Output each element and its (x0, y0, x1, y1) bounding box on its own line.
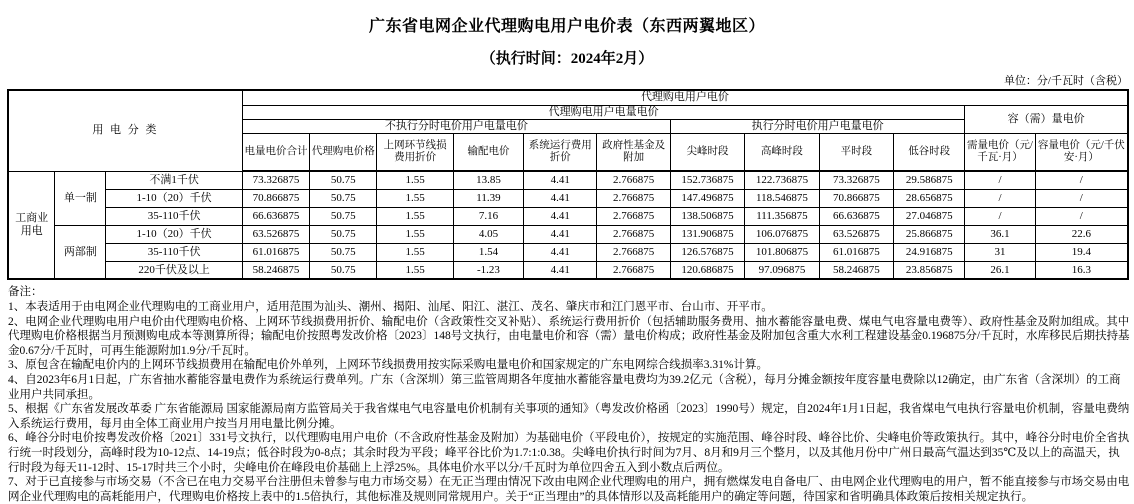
price-cell: 13.85 (453, 171, 523, 189)
price-cell: 1.55 (377, 171, 453, 189)
price-cell: 152.736875 (670, 171, 744, 189)
price-cell: 73.326875 (242, 171, 309, 189)
col-header-grid-line-loss: 上网环节线损费用折价 (377, 133, 453, 171)
col-header-energy-total: 电量电价合计 (242, 133, 309, 171)
price-cell: 2.766875 (597, 243, 670, 261)
price-cell: / (965, 207, 1035, 225)
header-agency-price: 代理购电用户电价 (242, 90, 1128, 105)
price-cell: 50.75 (310, 207, 377, 225)
price-cell: 131.906875 (670, 225, 744, 243)
price-cell: 7.16 (453, 207, 523, 225)
note-item-7: 7、对于已直接参与市场交易（不含已在电力交易平台注册但未曾参与电力市场交易）在无正当理由情况下改由电网企业代理购电的用户，拥有燃煤发电自备电厂、由电网企业代理购电的用户，暂不能直接参与市场交易由电网企业代理购电的高耗能用户，代理购电价格按上表中的1.5倍执行，其他标准及规则同常规用户。关于“正当理由”的具体情形以及高耗能用户的确定等问题，待国家和省明确具体政策后按相关规定执行。 (8, 476, 1130, 503)
table-row (8, 171, 1128, 189)
price-cell: 29.586875 (894, 171, 965, 189)
system-cell-two-part: 两部制 (55, 225, 106, 279)
table-row (8, 243, 1128, 261)
price-cell: 58.246875 (819, 261, 893, 279)
voltage-cell: 1-10（20）千伏 (106, 225, 243, 243)
price-cell: 61.016875 (819, 243, 893, 261)
price-cell: 50.75 (310, 225, 377, 243)
price-cell: 66.636875 (819, 207, 893, 225)
price-cell: 24.916875 (894, 243, 965, 261)
unit-note: 单位：分/千瓦时（含税） (1003, 75, 1128, 87)
price-cell: 2.766875 (597, 207, 670, 225)
price-cell: 50.75 (310, 171, 377, 189)
price-cell: 22.6 (1035, 225, 1128, 243)
price-cell: / (965, 189, 1035, 207)
price-cell: 25.866875 (894, 225, 965, 243)
price-cell: 1.55 (377, 189, 453, 207)
price-cell: 11.39 (453, 189, 523, 207)
page-title: 广东省电网企业代理购电用户电价表（东西两翼地区） (368, 18, 765, 35)
price-cell: 1.55 (377, 261, 453, 279)
note-item-2: 2、电网企业代理购电用户电价由代理购电价格、上网环节线损费用折价、输配电价（含政策性交叉补贴）、系统运行费用折价（包括辅助服务费用、抽水蓄能容量电费、煤电气电容量电费等）、政府性基金及附加组成。其中代理购电价格根据当月预测购电成本等测算所得；输配电价按照粤发改价格〔2023〕148号文执行，由电量电价和容（需）量电价构成；政府性基金及附加包含重大水利工程建设基金0.196875分/千瓦时，水库移民后期扶持基金0.67分/千瓦时，可再生能源附加1.9分/千瓦时。 (8, 315, 1130, 357)
header-usage-category: 用 电 分 类 (8, 90, 242, 171)
price-cell: 58.246875 (242, 261, 309, 279)
price-cell: 73.326875 (819, 171, 893, 189)
price-cell: 4.41 (524, 207, 597, 225)
price-cell: 4.41 (524, 225, 597, 243)
price-cell: 70.866875 (819, 189, 893, 207)
col-header-demand-price: 需量电价（元/千瓦·月） (965, 133, 1035, 171)
price-cell: 1.55 (377, 243, 453, 261)
price-cell: 4.41 (524, 243, 597, 261)
price-cell: 70.866875 (242, 189, 309, 207)
voltage-cell: 35-110千伏 (106, 207, 243, 225)
price-cell: 101.806875 (745, 243, 819, 261)
price-cell: / (1035, 207, 1128, 225)
price-cell: 4.41 (524, 261, 597, 279)
table-row (8, 225, 1128, 243)
price-cell: 1.55 (377, 225, 453, 243)
price-cell: 97.096875 (745, 261, 819, 279)
notes-section (8, 285, 1130, 504)
category-cell: 工商业用电 (8, 171, 55, 279)
price-cell: 66.636875 (242, 207, 309, 225)
col-header-capacity-price: 容量电价（元/千伏安·月） (1035, 133, 1128, 171)
price-cell: 118.546875 (745, 189, 819, 207)
note-item-5: 5、根据《广东省发展改革委 广东省能源局 国家能源局南方监管局关于我省煤电气电容量电价机制有关事项的通知》（粤发改价格函〔2023〕1990号）规定，自2024年1月1日起，我省煤电气电执行容量电价机制，容量电费纳入系统运行费用，每月由全体工商业用户按当月用电量比例分摊。 (8, 403, 1130, 430)
price-cell: 23.856875 (894, 261, 965, 279)
price-cell: 63.526875 (819, 225, 893, 243)
price-cell: / (1035, 189, 1128, 207)
price-cell: 2.766875 (597, 171, 670, 189)
header-agency-energy-price: 代理购电用户电量电价 (242, 105, 964, 119)
price-cell: 36.1 (965, 225, 1035, 243)
price-cell: 111.356875 (745, 207, 819, 225)
price-cell: 50.75 (310, 243, 377, 261)
price-cell: 2.766875 (597, 261, 670, 279)
price-cell: 106.076875 (745, 225, 819, 243)
table-row (8, 207, 1128, 225)
header-capacity-demand: 容（需）量电价 (965, 105, 1128, 133)
page-subtitle: （执行时间：2024年2月） (480, 51, 654, 67)
table-row (8, 189, 1128, 207)
price-cell: -1.23 (453, 261, 523, 279)
col-header-system-operation-fee: 系统运行费用折价 (524, 133, 597, 171)
price-cell: 61.016875 (242, 243, 309, 261)
price-cell: 27.046875 (894, 207, 965, 225)
notes-label: 备注： (8, 286, 43, 299)
price-cell: 50.75 (310, 189, 377, 207)
price-cell: / (965, 171, 1035, 189)
price-cell: 26.1 (965, 261, 1035, 279)
price-cell: 122.736875 (745, 171, 819, 189)
price-cell: 63.526875 (242, 225, 309, 243)
voltage-cell: 220千伏及以上 (106, 261, 243, 279)
col-header-agency-purchase-price: 代理购电价格 (310, 133, 377, 171)
header-row-1 (8, 90, 1128, 105)
note-item-4: 4、自2023年6月1日起，广东省抽水蓄能容量电费作为系统运行费单列。广东（含深圳）第三监管周期各年度抽水蓄能容量电费均为39.2亿元（含税），每月分摊金额按年度容量电费除以12确定，由广东省（含深圳）的工商业用户共同承担。 (8, 373, 1121, 401)
col-header-sharp-peak: 尖峰时段 (670, 133, 744, 171)
price-cell: 28.656875 (894, 189, 965, 207)
price-cell: 126.576875 (670, 243, 744, 261)
note-item-1: 1、本表适用于由电网企业代理购电的工商业用户，适用范围为汕头、潮州、揭阳、汕尾、阳江、湛江、茂名、肇庆市和江门恩平市、台山市、开平市。 (8, 300, 773, 313)
price-cell: 19.4 (1035, 243, 1128, 261)
system-cell-single: 单一制 (55, 171, 106, 225)
price-table (7, 89, 1129, 280)
voltage-cell: 35-110千伏 (106, 243, 243, 261)
voltage-cell: 不满1千伏 (106, 171, 243, 189)
price-cell: 50.75 (310, 261, 377, 279)
price-cell: 2.766875 (597, 189, 670, 207)
col-header-flat: 平时段 (819, 133, 893, 171)
voltage-cell: 1-10（20）千伏 (106, 189, 243, 207)
price-cell: 1.54 (453, 243, 523, 261)
price-cell: / (1035, 171, 1128, 189)
price-cell: 4.41 (524, 171, 597, 189)
note-item-3: 3、原包含在输配电价内的上网环节线损费用在输配电价外单列，上网环节线损费用按实际采购电量电价和国家规定的广东电网综合线损率3.31%计算。 (8, 359, 768, 372)
note-item-6: 6、峰谷分时电价按粤发改价格〔2021〕331号文执行，以代理购电用户电价（不含政府性基金及附加）为基础电价（平段电价），按规定的实施范围、峰谷时段、峰谷比价、尖峰电价等政策执行。其中，峰谷分时电价全省执行统一时段划分，高峰时段为10-12点、14-19点；低谷时段为0-8点；其余时段为平段；峰平谷比价为1.7:1:0.38。尖峰电价执行时间为7月、8月和9月三个整月，以及其他月份中广州日最高气温达到35℃及以上的高温天，执行时段为每天11-12时、15-17时共三个小时，尖峰电价在峰段电价基础上上浮25%。具体电价水平以分/千瓦时为单位四舍五入到小数点后两位。 (8, 432, 1130, 474)
col-header-peak: 高峰时段 (745, 133, 819, 171)
price-cell: 4.41 (524, 189, 597, 207)
price-cell: 2.766875 (597, 225, 670, 243)
price-cell: 1.55 (377, 207, 453, 225)
price-cell: 16.3 (1035, 261, 1128, 279)
header-non-tou: 不执行分时电价用户电量电价 (242, 119, 670, 133)
table-row (8, 261, 1128, 279)
col-header-valley: 低谷时段 (894, 133, 965, 171)
price-cell: 147.496875 (670, 189, 744, 207)
price-cell: 31 (965, 243, 1035, 261)
col-header-government-funds: 政府性基金及附加 (597, 133, 670, 171)
header-tou: 执行分时电价用户电量电价 (670, 119, 965, 133)
col-header-transmission-price: 输配电价 (453, 133, 523, 171)
price-cell: 4.05 (453, 225, 523, 243)
price-cell: 138.506875 (670, 207, 744, 225)
price-cell: 120.686875 (670, 261, 744, 279)
